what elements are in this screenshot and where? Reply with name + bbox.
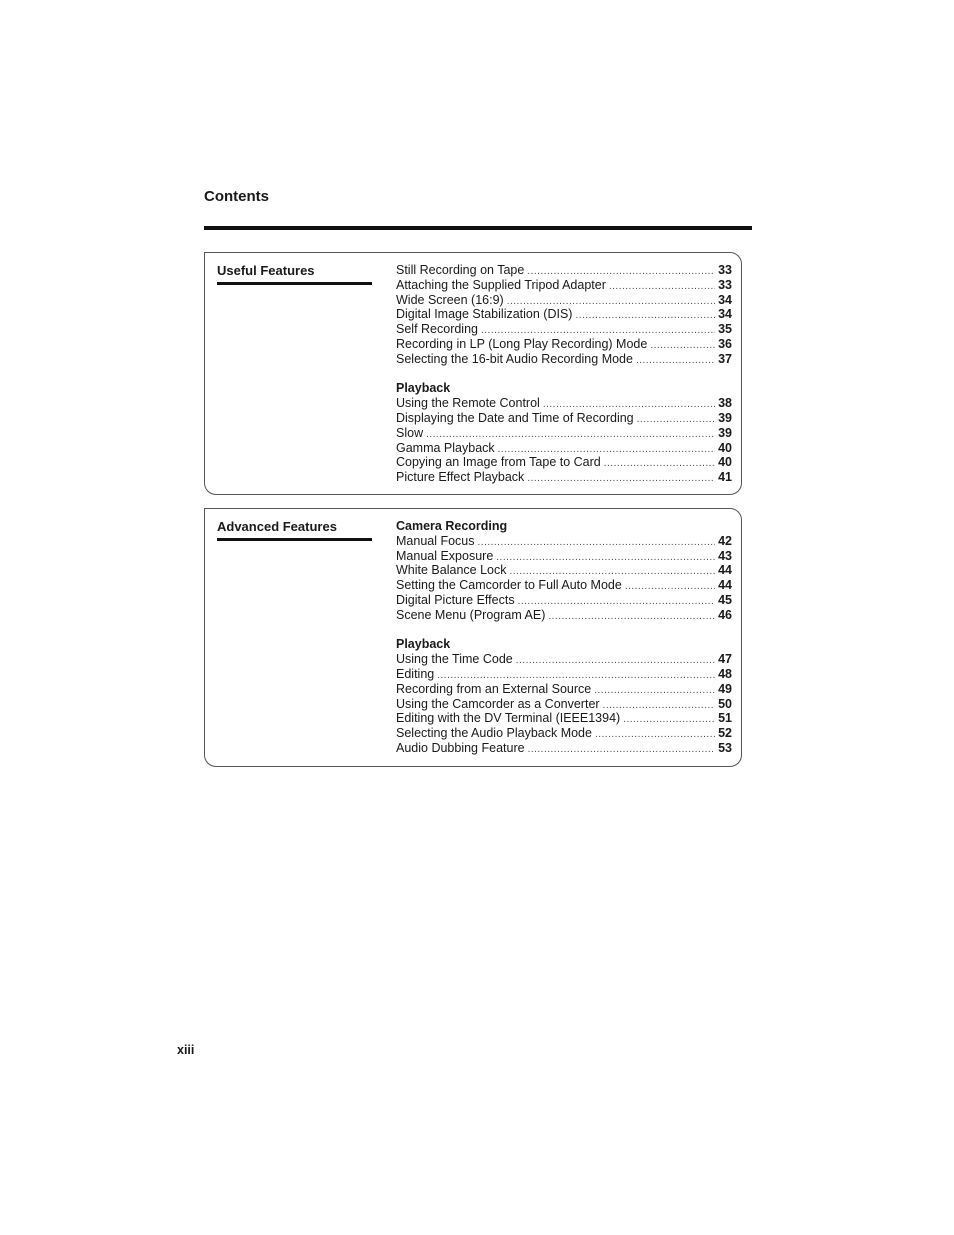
toc-entry-page: 43 [718,548,732,563]
group-heading: Playback [396,637,451,652]
section-label: Useful Features [217,263,372,285]
dot-leader [527,472,715,485]
dot-leader [507,295,715,308]
dot-leader [516,654,715,667]
toc-entry[interactable] [396,470,732,485]
toc-entry[interactable] [396,563,732,578]
toc-entry-title: Slow [396,425,424,440]
toc-entry-page: 45 [718,592,732,607]
toc-entry-title: White Balance Lock [396,563,507,578]
toc-entry-title: Editing [396,666,435,681]
toc-entry[interactable] [396,455,732,470]
title-rule [204,226,752,230]
group-heading: Playback [396,381,451,396]
dot-leader [636,354,715,367]
dot-leader [650,339,715,352]
dot-leader [543,398,715,411]
toc-entry-title: Manual Exposure [396,548,494,563]
toc-entry-page: 33 [718,277,732,292]
toc-entry-title: Picture Effect Playback [396,470,525,485]
toc-entry-page: 44 [718,578,732,593]
toc-entry-page: 41 [718,470,732,485]
toc-entry[interactable] [396,352,732,367]
toc-entry[interactable] [396,441,732,456]
toc-entry[interactable] [396,711,732,726]
toc-entry[interactable] [396,307,732,322]
toc-entry-page: 40 [718,455,732,470]
toc-entry-title: Selecting the Audio Playback Mode [396,726,592,741]
toc-entry[interactable] [396,337,732,352]
dot-leader [575,309,715,322]
toc-entry-page: 48 [718,666,732,681]
toc-entry-title: Manual Focus [396,533,475,548]
toc-entry[interactable] [396,667,732,682]
toc-entry-title: Using the Remote Control [396,396,540,411]
toc-entry-title: Editing with the DV Terminal (IEEE1394) [396,711,621,726]
dot-leader [603,699,716,712]
toc-group [396,381,732,485]
toc-entry-title: Copying an Image from Tape to Card [396,455,601,470]
dot-leader [623,713,715,726]
toc-entry-page: 52 [718,726,732,741]
group-heading: Camera Recording [396,519,508,533]
toc-entry-page: 39 [718,425,732,440]
toc-entry-page: 49 [718,681,732,696]
toc-entry[interactable] [396,534,732,549]
toc-entry-title: Using the Camcorder as a Converter [396,696,600,711]
toc-entry-title: Gamma Playback [396,440,495,455]
dot-leader [604,457,715,470]
section-label: Advanced Features [217,519,372,541]
toc-entry-page: 42 [718,533,732,548]
toc-entry-page: 39 [718,410,732,425]
dot-leader [518,595,716,608]
dot-leader [496,551,715,564]
dot-leader [478,536,716,549]
toc-entry[interactable] [396,411,732,426]
toc-entry[interactable] [396,293,732,308]
toc-entry-title: Audio Dubbing Feature [396,740,525,755]
toc-entry-title: Scene Menu (Program AE) [396,607,546,622]
toc-entry-page: 44 [718,563,732,578]
toc-entry[interactable] [396,396,732,411]
toc-entry-title: Displaying the Date and Time of Recording [396,410,634,425]
toc-entry-title: Attaching the Supplied Tripod Adapter [396,277,606,292]
toc-entry[interactable] [396,322,732,337]
toc-entry[interactable] [396,278,732,293]
dot-leader [509,565,715,578]
toc-group [396,519,732,623]
dot-leader [637,413,715,426]
toc-entry-title: Digital Picture Effects [396,592,515,607]
page-title: Contents [204,188,269,205]
toc-entries [396,519,732,756]
dot-leader [609,280,715,293]
toc-entry-title: Recording from an External Source [396,681,592,696]
toc-entry-page: 36 [718,336,732,351]
toc-group [396,263,732,367]
toc-entry-page: 51 [718,711,732,726]
toc-entry[interactable] [396,593,732,608]
toc-entry-page: 38 [718,396,732,411]
section-useful-features [204,252,742,495]
toc-entry-page: 47 [718,652,732,667]
toc-entry-page: 34 [718,292,732,307]
toc-entry[interactable] [396,608,732,623]
toc-entry-page: 53 [718,740,732,755]
dot-leader [481,324,715,337]
dot-leader [528,743,716,756]
page-number: xiii [177,1043,195,1057]
dot-leader [498,443,715,456]
toc-entry-title: Setting the Camcorder to Full Auto Mode [396,578,622,593]
toc-entry-page: 35 [718,322,732,337]
toc-entry-page: 46 [718,607,732,622]
toc-entry-title: Still Recording on Tape [396,263,525,277]
toc-entry[interactable] [396,549,732,564]
toc-group [396,637,732,755]
toc-entry[interactable] [396,697,732,712]
dot-leader [595,728,715,741]
dot-leader [426,428,715,441]
toc-entry[interactable] [396,682,732,697]
toc-entry[interactable] [396,741,732,756]
toc-entry-title: Selecting the 16-bit Audio Recording Mode [396,351,633,366]
toc-entry[interactable] [396,263,732,278]
section-advanced-features [204,508,742,767]
dot-leader [527,265,715,278]
toc-entry-title: Wide Screen (16:9) [396,292,504,307]
toc-entry-page: 50 [718,696,732,711]
toc-entry-page: 40 [718,440,732,455]
dot-leader [625,580,715,593]
dot-leader [548,610,715,623]
toc-entry-title: Recording in LP (Long Play Recording) Mode [396,336,648,351]
dot-leader [437,669,715,682]
toc-entry[interactable] [396,426,732,441]
toc-entry-title: Using the Time Code [396,652,513,667]
dot-leader [594,684,715,697]
toc-entry-title: Digital Image Stabilization (DIS) [396,307,573,322]
toc-entry[interactable] [396,652,732,667]
toc-entry-title: Self Recording [396,322,478,337]
toc-entry-page: 34 [718,307,732,322]
toc-entry[interactable] [396,578,732,593]
toc-entry-page: 33 [718,263,732,277]
toc-entry[interactable] [396,726,732,741]
toc-entry-page: 37 [718,351,732,366]
toc-entries [396,263,732,485]
